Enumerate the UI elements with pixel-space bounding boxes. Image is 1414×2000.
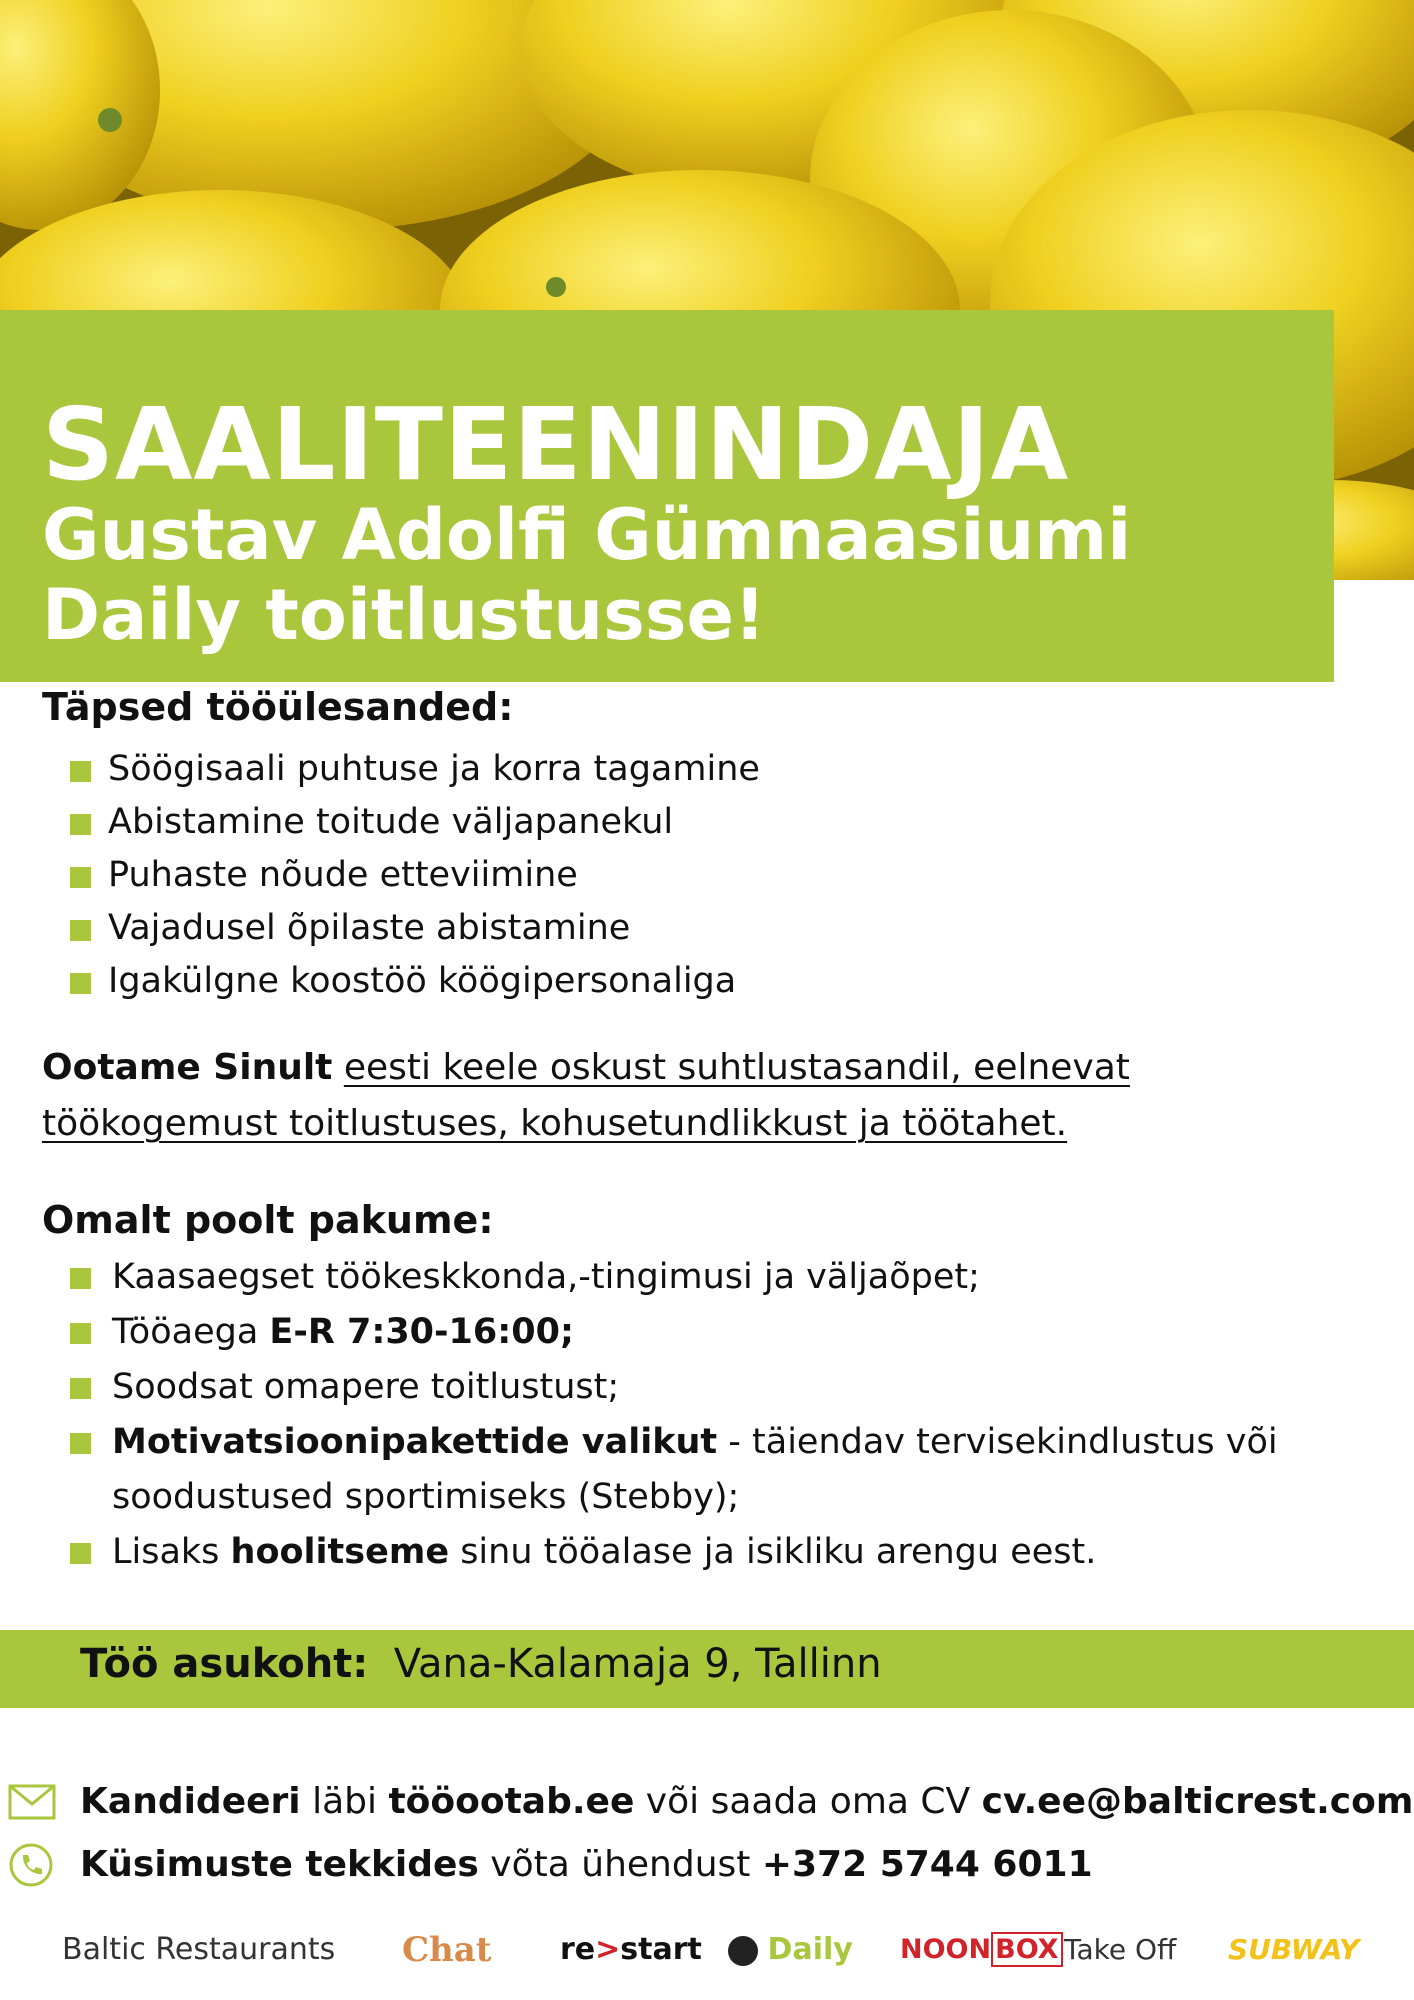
bullet-square-icon — [70, 1433, 91, 1454]
chat-logo: Chat — [402, 1930, 492, 1970]
daily-logo: Daily — [728, 1925, 853, 1975]
restart-logo: re>start — [560, 1932, 702, 1967]
tasks-heading: Täpsed tööülesanded: — [42, 685, 514, 729]
working-hours: E-R 7:30-16:00; — [269, 1312, 574, 1352]
take-off-logo: Take Off — [1064, 1933, 1177, 1966]
list-item: Igakülgne koostöö köögipersonaliga — [42, 957, 760, 1010]
bullet-square-icon — [70, 1543, 91, 1564]
list-item: Tööaega E-R 7:30-16:00; — [42, 1305, 1362, 1360]
job-subtitle — [42, 495, 1131, 655]
list-item: Abistamine toitude väljapanekul — [42, 798, 760, 851]
requirements-lead: Ootame Sinult — [42, 1047, 333, 1088]
noonbox-logo: NOON BOX — [900, 1925, 1063, 1975]
phone-line: Küsimuste tekkides võta ühendust +372 5744 6011 — [80, 1844, 1093, 1885]
bullet-square-icon — [70, 1323, 91, 1344]
apply-site-link[interactable]: tööootab.ee — [388, 1781, 635, 1822]
location-label: Töö asukoht: — [80, 1641, 369, 1687]
location-address: Vana-Kalamaja 9, Tallinn — [393, 1641, 882, 1687]
bullet-square-icon — [70, 867, 91, 888]
bullet-square-icon — [70, 814, 91, 835]
list-item: Vajadusel õpilaste abistamine — [42, 904, 760, 957]
offers-heading: Omalt poolt pakume: — [42, 1198, 494, 1242]
subtitle-line-2: Daily toitlustusse! — [42, 574, 766, 656]
bullet-square-icon — [70, 761, 91, 782]
envelope-icon — [8, 1784, 56, 1820]
subtitle-line-1: Gustav Adolfi Gümnaasiumi — [42, 494, 1132, 576]
requirements-text-2: töökogemust toitlustuses, kohusetundlikkust ja töötahet. — [42, 1103, 1068, 1144]
tasks-list — [42, 745, 760, 1010]
job-location — [80, 1641, 882, 1687]
bullet-square-icon — [70, 973, 91, 994]
list-item: Soodsat omapere toitlustust; — [42, 1360, 1362, 1415]
bullet-square-icon — [70, 1378, 91, 1399]
list-item: Puhaste nõude etteviimine — [42, 851, 760, 904]
requirements-text-1: eesti keele oskust suhtlustasandil, eelnevat — [343, 1047, 1130, 1088]
baltic-restaurants-logo: Baltic Restaurants — [62, 1932, 336, 1967]
bullet-square-icon — [70, 920, 91, 941]
bullet-square-icon — [70, 1268, 91, 1289]
cv-email-link[interactable]: cv.ee@balticrest.com — [981, 1781, 1414, 1822]
brand-logos-row — [0, 1925, 1414, 1975]
apply-line: Kandideeri läbi tööootab.ee või saada oma CV cv.ee@balticrest.com — [80, 1781, 1414, 1822]
offers-list — [42, 1250, 1362, 1580]
phone-icon — [8, 1842, 54, 1888]
subway-logo: SUBWAY — [1228, 1933, 1360, 1966]
list-item: Kaasaegset töökeskkonda,-tingimusi ja väljaõpet; — [42, 1250, 1362, 1305]
list-item: Söögisaali puhtuse ja korra tagamine — [42, 745, 760, 798]
list-item: Motivatsioonipakettide valikut - täiendav tervisekindlustus või soodustused sportimiseks (Stebby); — [42, 1415, 1362, 1525]
job-title: SAALITEENINDAJA — [42, 386, 1070, 503]
phone-number-link[interactable]: +372 5744 6011 — [761, 1844, 1093, 1885]
list-item: Lisaks hoolitseme sinu tööalase ja isikliku arengu eest. — [42, 1525, 1362, 1580]
daily-logo-icon — [728, 1936, 758, 1966]
requirements-paragraph — [42, 1040, 1362, 1152]
